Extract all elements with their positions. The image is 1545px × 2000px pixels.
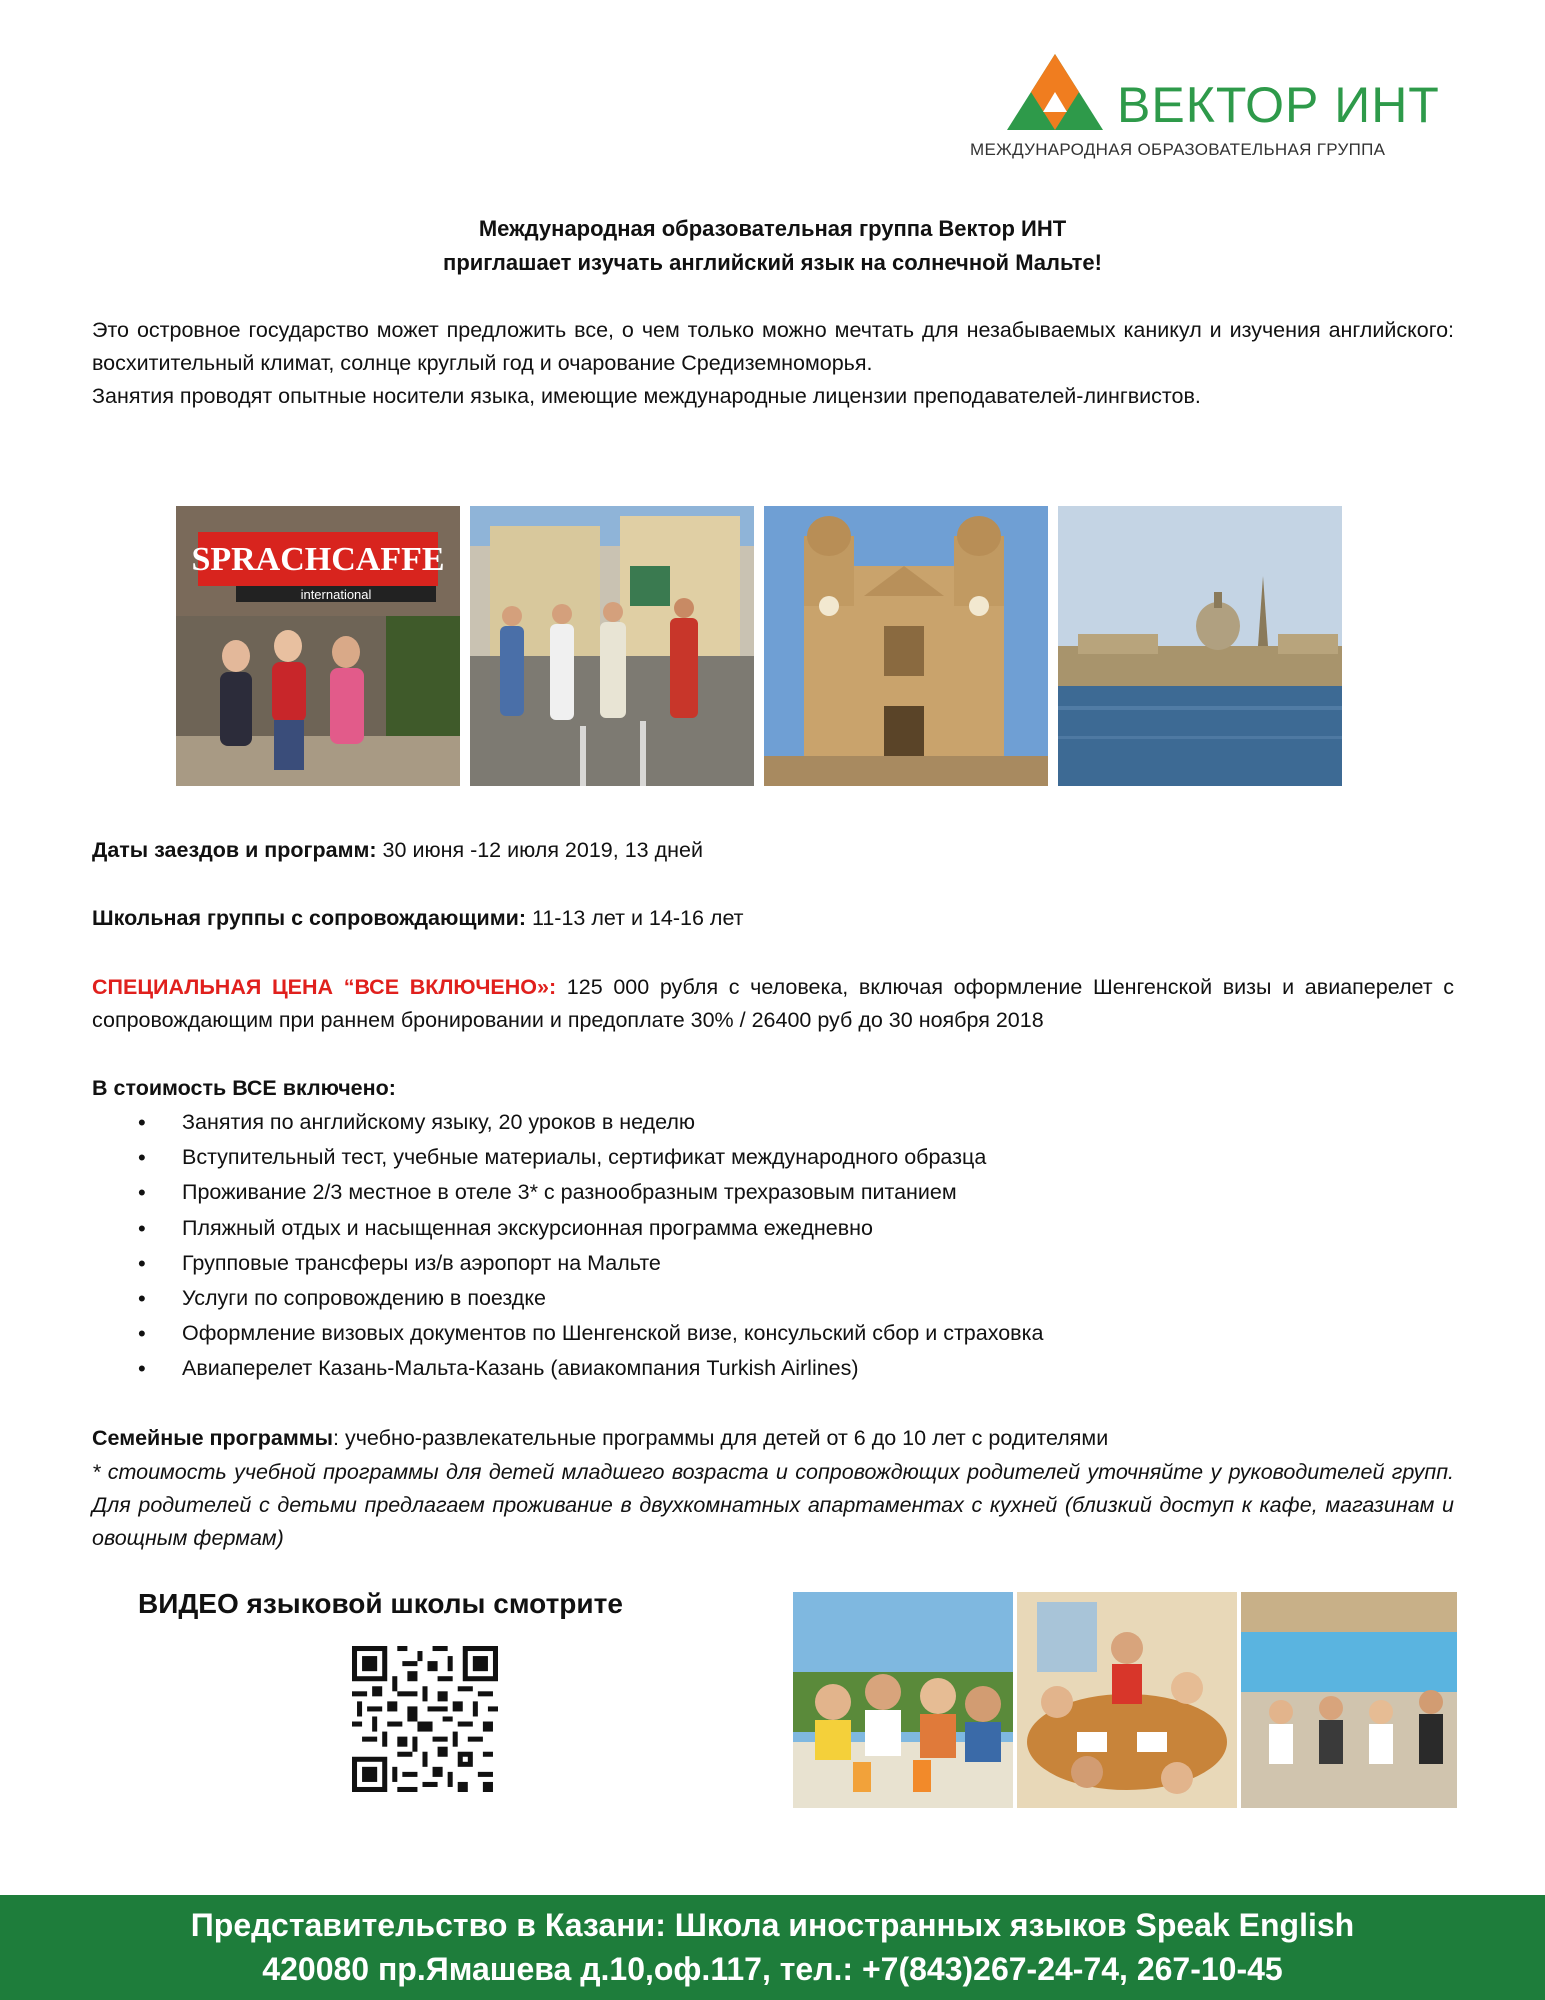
- school-sign-text: SPRACHCAFFE: [191, 541, 445, 578]
- price-row: [92, 971, 1454, 1037]
- photo-students-cafe: [793, 1592, 1013, 1808]
- list-item: • Проживание 2/3 местное в отеле 3* с разнообразным трехразовым питанием: [182, 1175, 1043, 1210]
- photo-cathedral: [764, 506, 1048, 786]
- footer-banner: [0, 1895, 1545, 2000]
- heading-line-1: Международная образовательная группа Вектор ИНТ: [478, 216, 1067, 241]
- page-heading: [0, 212, 1545, 280]
- intro-paragraph-2: Занятия проводят опытные носители языка, имеющие международные лицензии преподавателей-лингвистов.: [92, 384, 1201, 408]
- dates-row: [92, 834, 1454, 867]
- price-value: 125 000 рубля с человека, включая оформление Шенгенской визы и авиаперелет с сопровождающим при раннем бронировании и предоплате 30% / 26400 руб до 30 ноября 2018: [92, 975, 1454, 1032]
- qr-code[interactable]: [352, 1646, 498, 1792]
- heading-line-2: приглашает изучать английский язык на солнечной Мальте!: [443, 250, 1102, 275]
- intro-text: [92, 314, 1454, 413]
- family-row: [92, 1422, 1454, 1455]
- list-item: • Авиаперелет Казань-Мальта-Казань (авиакомпания Turkish Airlines): [182, 1351, 1043, 1386]
- video-title: ВИДЕО языковой школы смотрите: [138, 1588, 623, 1619]
- photo-pool: [1241, 1592, 1457, 1808]
- list-item: • Оформление визовых документов по Шенгенской визе, консульский сбор и страховка: [182, 1316, 1043, 1351]
- groups-value: 11-13 лет и 14-16 лет: [526, 906, 744, 930]
- list-item: • Услуги по сопровождению в поездке: [182, 1281, 1043, 1316]
- logo-name: ВЕКТОР ИНТ: [1117, 77, 1440, 133]
- family-label: Семейные программы: [92, 1426, 334, 1450]
- list-item: • Занятия по английскому языку, 20 уроков в неделю: [182, 1105, 1043, 1140]
- included-list: [92, 1105, 1043, 1387]
- photo-students-fountain: [470, 506, 754, 786]
- family-text: : учебно-развлекательные программы для детей от 6 до 10 лет с родителями: [333, 1426, 1109, 1450]
- photo-students-school: [176, 506, 460, 786]
- photo-valletta-skyline: [1058, 506, 1342, 786]
- photo-classroom: [1017, 1592, 1237, 1808]
- footer-line-2: 420080 пр.Ямашева д.10,оф.117, тел.: +7(843)267-24-74, 267-10-45: [262, 1951, 1283, 1987]
- list-item: • Пляжный отдых и насыщенная экскурсионная программа ежедневно: [182, 1211, 1043, 1246]
- list-item: • Вступительный тест, учебные материалы, сертификат международного образца: [182, 1140, 1043, 1175]
- price-label: СПЕЦИАЛЬНАЯ ЦЕНА “ВСЕ ВКЛЮЧЕНО»:: [92, 975, 557, 999]
- included-title: В стоимость ВСЕ включено:: [92, 1076, 396, 1100]
- groups-label: Школьная группы с сопровождающими:: [92, 906, 526, 930]
- dates-label: Даты заездов и программ:: [92, 838, 377, 862]
- company-logo: [970, 52, 1445, 167]
- logo-subtitle: МЕЖДУНАРОДНАЯ ОБРАЗОВАТЕЛЬНАЯ ГРУППА: [970, 140, 1386, 159]
- logo-triangle-icon: [1005, 52, 1105, 132]
- groups-row: [92, 902, 1454, 935]
- intro-paragraph-1: Это островное государство может предложить все, о чем только можно мечтать для незабываемых каникул и изучения английского: восхитительный климат, солнце круглый год и очарование Средиземноморья.: [92, 318, 1454, 375]
- footer-line-1: Представительство в Казани: Школа иностранных языков Speak English: [190, 1907, 1355, 1943]
- dates-value: 30 июня -12 июля 2019, 13 дней: [376, 838, 703, 862]
- school-sign-sub: international: [300, 587, 372, 602]
- list-item: • Групповые трансферы из/в аэропорт на Мальте: [182, 1246, 1043, 1281]
- family-note: * стоимость учебной программы для детей младшего возраста и сопровождющих родителей уточняйте у руководителей групп. Для родителей с детьми предлагаем проживание в двухкомнатных апартаментах с кухней (близкий доступ к кафе, магазинам и овощным фермам): [92, 1460, 1454, 1550]
